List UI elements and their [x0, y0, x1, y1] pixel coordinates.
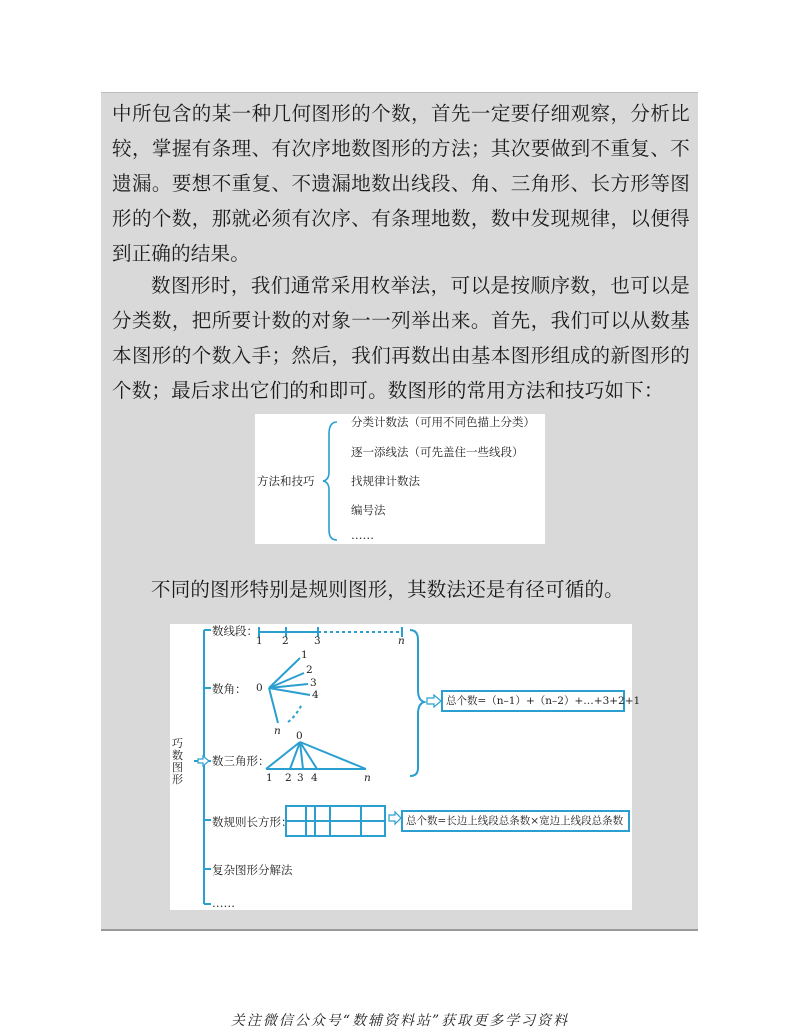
- segment-tick: 1: [256, 635, 263, 647]
- methods-diagram: [255, 414, 545, 544]
- triangle-base-label: 1: [266, 772, 273, 784]
- angle-ray-label: 2: [306, 664, 313, 676]
- angle-ray-label: 3: [310, 677, 317, 689]
- rectangle-label: 数规则长方形：: [212, 815, 293, 829]
- segment-tick: n: [398, 635, 405, 647]
- paragraph-2: 数图形时，我们通常采用枚举法，可以是按顺序数，也可以是分类数，把所要计数的对象一一列举出来。首先，我们可以从数基本图形的个数入手；然后，我们再数出由基本图形组成的新图形的个数；最后求出它们的和即可。数图形的常用方法和技巧如下：: [112, 274, 690, 402]
- complex-method-label: 复杂图形分解法: [212, 863, 293, 877]
- footer-note: 关注微信公众号“数辅资料站”获取更多学习资料: [230, 1013, 570, 1029]
- method-item: 找规律计数法: [351, 474, 420, 488]
- triangle-apex: 0: [296, 730, 303, 742]
- method-item: 逐一添线法（可先盖住一些线段）: [351, 445, 524, 459]
- methods-root-label: 方法和技巧: [257, 474, 315, 488]
- method-item: 分类计数法（可用不同色描上分类）: [351, 415, 535, 429]
- triangle-base-label: 3: [297, 772, 304, 784]
- paragraph-1: 中所包含的某一种几何图形的个数，首先一定要仔细观察，分析比较，掌握有条理、有次序地数图形的方法；其次要做到不重复、不遗漏。要想不重复、不遗漏地数出线段、角、三角形、长方形等图形的个数，那就必须有次序、有条理地数，数中发现规律，以便得到正确的结果。: [112, 102, 690, 265]
- angle-vertex: 0: [256, 682, 263, 694]
- angle-ray-label: n: [274, 725, 281, 737]
- segment-tick: 2: [282, 635, 289, 647]
- angle-ray-label: 1: [301, 649, 308, 661]
- angle-ray-label: 4: [312, 689, 319, 701]
- segment-label: 数线段：: [212, 624, 258, 638]
- triangle-base-label: 4: [311, 772, 318, 784]
- paragraph-3: 不同的图形特别是规则图形，其数法还是有径可循的。: [151, 578, 624, 601]
- figure-counting-diagram: [170, 624, 641, 910]
- formula-total-count: 总个数=（n–1）+（n–2）+…+3+2+1: [446, 695, 641, 707]
- method-item: ……: [351, 528, 374, 542]
- method-item: 编号法: [351, 503, 386, 517]
- triangle-base-label: 2: [285, 772, 292, 784]
- formula-rectangles: 总个数=长边上线段总条数×宽边上线段总条数: [406, 815, 624, 827]
- triangle-base-label: n: [364, 772, 371, 784]
- angle-label: 数角：: [212, 682, 247, 696]
- segment-tick: 3: [314, 635, 321, 647]
- triangle-label: 数三角形：: [212, 754, 270, 768]
- more-ellipsis: ……: [212, 896, 235, 910]
- diagram-root-label: 巧数图形: [172, 737, 183, 786]
